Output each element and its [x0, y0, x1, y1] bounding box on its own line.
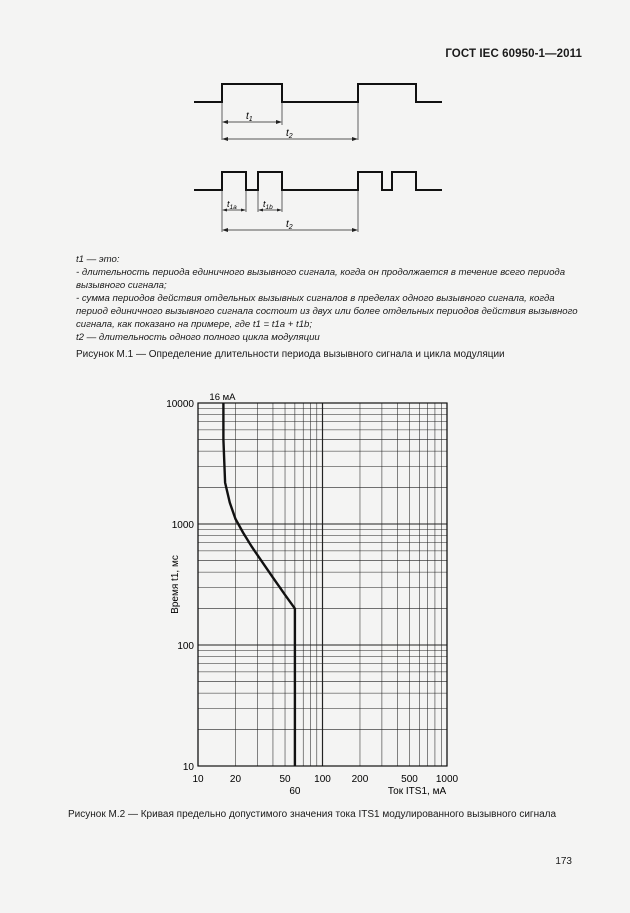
document-header: ГОСТ IEC 60950-1—2011 [445, 48, 582, 60]
x-tick-label: 50 [279, 774, 291, 785]
x-axis-label: Ток ITS1, мА [387, 786, 447, 797]
x-tick-label: 20 [229, 774, 242, 785]
t2-label: $t_2$ [286, 128, 293, 140]
x-tick-label: 1000 [435, 774, 459, 785]
y-tick-label: 10000 [166, 399, 194, 410]
legend-line-2: - длительность периода единичного вызывного сигнала, когда он продолжается в течение всего периода вызывного сигнала; [76, 267, 566, 291]
chart-grid [198, 403, 447, 766]
figure1-legend [76, 253, 586, 344]
y-axis-label: Время t1, мс [170, 555, 181, 614]
x-tick-label-extra: 60 [289, 786, 301, 797]
t1b-label: $t_{1b}$ [263, 199, 273, 211]
y-tick-label: 10 [182, 762, 194, 773]
current-time-chart [0, 380, 630, 805]
waveform-single [194, 84, 442, 102]
curve-annotation: 16 мА [209, 392, 236, 403]
t2-lower-label: $t_2$ [286, 219, 293, 231]
figure2-caption: Рисунок М.2 — Кривая предельно допустимого значения тока ITS1 модулированного вызывного сигнала [68, 809, 557, 820]
legend-line-3: - сумма периодов действия отдельных вызывных сигналов в пределах одного вызывного сигнала, когда период единичного вызывного сигнала состоит из двух или более отдельных периодов действия вызывного сигнала, как показано на примере, где t1 = t1a + t1b; [76, 293, 578, 330]
legend-line-4: t2 — длительность одного полного цикла модуляции [76, 332, 320, 343]
y-tick-label: 100 [177, 641, 194, 652]
page-number: 173 [555, 856, 572, 867]
limit-curve [223, 403, 295, 766]
figure1-caption: Рисунок М.1 — Определение длительности периода вызывного сигнала и цикла модуляции [76, 349, 505, 360]
x-tick-label: 100 [314, 774, 331, 785]
waveform-split [194, 172, 442, 190]
legend-line-1: t1 — это: [76, 254, 120, 265]
x-tick-label: 500 [401, 774, 418, 785]
t1a-label: $t_{1a}$ [227, 199, 237, 211]
y-tick-label: 1000 [171, 520, 194, 531]
chart-ticks [166, 399, 458, 797]
t1-label: $t_1$ [246, 111, 253, 123]
x-tick-label: 200 [351, 774, 369, 785]
x-tick-label: 10 [192, 774, 204, 785]
